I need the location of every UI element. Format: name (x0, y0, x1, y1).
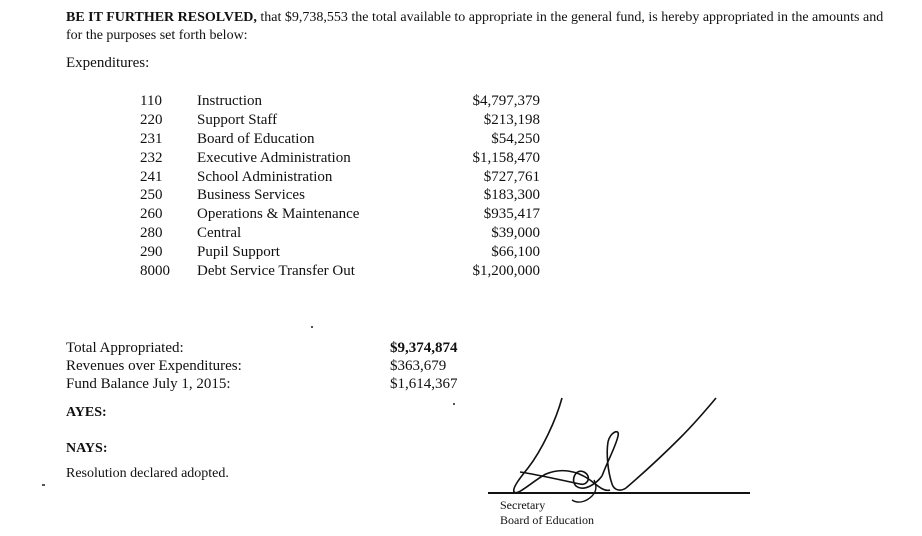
expenditure-amount: $213,198 (483, 111, 540, 128)
signature-line (488, 492, 750, 494)
total-value: $363,679 (390, 358, 447, 374)
expenditure-amount: $183,300 (483, 187, 540, 204)
expenditure-code: 290 (140, 244, 163, 261)
expenditure-row (140, 224, 560, 243)
resolution-lead: BE IT FURTHER RESOLVED, (66, 10, 257, 25)
expenditure-row (140, 92, 560, 111)
totals-block (66, 339, 486, 393)
expenditure-row (140, 111, 560, 130)
expenditure-row (140, 168, 560, 187)
expenditure-row (140, 186, 560, 205)
handwritten-signature (480, 380, 740, 510)
expenditure-name: Board of Education (197, 130, 315, 147)
expenditure-code: 231 (140, 130, 163, 147)
expenditure-code: 280 (140, 225, 163, 242)
signature-title-line1: Secretary (500, 498, 546, 512)
expenditure-code: 220 (140, 111, 163, 128)
signature-stroke (602, 432, 626, 490)
expenditure-name: Business Services (197, 187, 305, 204)
total-label: Revenues over Expenditures: (66, 358, 242, 374)
expenditure-amount: $727,761 (483, 168, 540, 185)
revenues-over-expenditures-row (66, 357, 486, 375)
expenditure-amount: $1,200,000 (472, 263, 540, 280)
expenditure-name: Pupil Support (197, 244, 280, 261)
adopted-statement: Resolution declared adopted. (66, 466, 229, 481)
expenditure-code: 250 (140, 187, 163, 204)
expenditure-code: 232 (140, 149, 163, 166)
total-label: Total Appropriated: (66, 340, 184, 356)
expenditure-row (140, 130, 560, 149)
scan-speck (42, 484, 45, 486)
total-value: $9,374,874 (390, 340, 458, 356)
expenditure-name: Instruction (197, 93, 262, 109)
total-appropriated-row (66, 339, 486, 357)
ayes-label: AYES: (66, 405, 107, 420)
nays-label: NAYS: (66, 441, 108, 456)
total-label: Fund Balance July 1, 2015: (66, 376, 231, 392)
signature-title-line2: Board of Education (500, 513, 594, 527)
resolution-intro-paragraph (66, 9, 886, 45)
resolution-text: that $9,738,553 the total available to appropriate in the general fund, is hereby appropriated in the amounts and for the purposes set forth below: (66, 10, 884, 43)
signature-stroke (514, 398, 610, 493)
expenditure-row (140, 205, 560, 224)
expenditures-heading: Expenditures: (66, 55, 150, 71)
expenditure-name: Central (197, 225, 242, 242)
expenditure-amount: $54,250 (491, 130, 540, 147)
expenditure-row (140, 149, 560, 168)
expenditure-amount: $935,417 (483, 206, 540, 223)
expenditure-name: School Administration (197, 168, 333, 185)
expenditure-amount: $39,000 (491, 225, 540, 242)
expenditures-table (140, 92, 560, 281)
fund-balance-row (66, 375, 486, 393)
expenditure-name: Debt Service Transfer Out (197, 263, 355, 280)
signature-stroke (626, 398, 716, 488)
expenditure-amount: $66,100 (491, 244, 540, 261)
expenditure-name: Operations & Maintenance (197, 206, 360, 223)
signature-title (500, 498, 594, 528)
expenditure-code: 260 (140, 206, 163, 223)
total-value: $1,614,367 (390, 376, 458, 392)
expenditure-amount: $4,797,379 (472, 93, 540, 109)
expenditure-code: 110 (140, 93, 162, 109)
expenditure-code: 8000 (140, 263, 170, 280)
expenditure-row (140, 243, 560, 262)
expenditure-code: 241 (140, 168, 163, 185)
expenditure-row (140, 262, 560, 281)
expenditure-name: Executive Administration (197, 149, 351, 166)
scan-speck (453, 403, 455, 405)
expenditure-name: Support Staff (197, 111, 278, 128)
scan-speck (311, 326, 313, 328)
expenditure-amount: $1,158,470 (472, 149, 540, 166)
